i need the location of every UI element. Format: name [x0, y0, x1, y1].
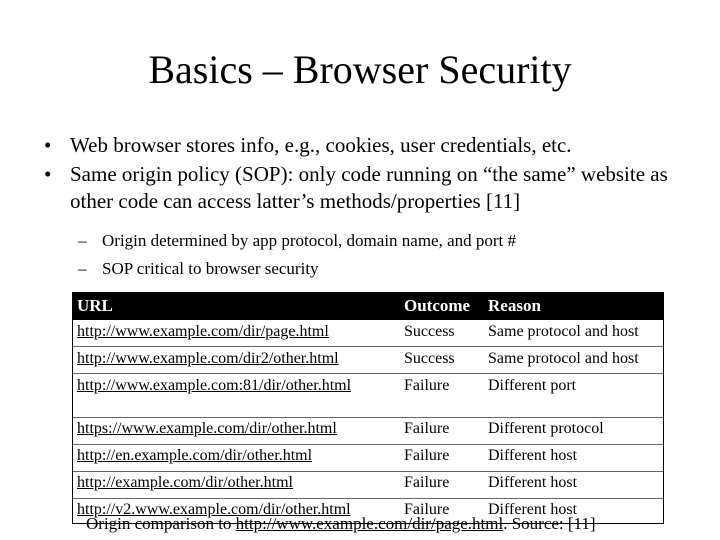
- bullet-text: Web browser stores info, e.g., cookies, user credentials, etc.: [70, 133, 572, 157]
- table-header: [73, 293, 663, 320]
- reason-cell: Same protocol and host: [488, 350, 639, 367]
- url-link[interactable]: https://www.example.com/dir/other.html: [77, 420, 337, 437]
- sub-bullet-item: [78, 230, 678, 252]
- bullet-text: Same origin policy (SOP): only code running on “the same” website as other code can access latter’s methods/properties [11]: [70, 162, 668, 213]
- reason-cell: Different host: [488, 501, 578, 518]
- table-row: [73, 445, 663, 472]
- reason-cell: Different host: [488, 474, 578, 491]
- table-row: [73, 347, 663, 374]
- reason-cell: Different protocol: [488, 420, 604, 437]
- table-row: [73, 472, 663, 499]
- bullet-dot: •: [44, 162, 52, 186]
- bullet-dot: •: [44, 133, 52, 157]
- header-reason: Reason: [488, 296, 541, 315]
- sub-bullet-dash: –: [78, 231, 87, 250]
- sub-bullet-dash: –: [78, 259, 87, 278]
- url-link[interactable]: http://example.com/dir/other.html: [77, 474, 293, 491]
- bullet-item: [44, 132, 704, 159]
- reason-cell: Same protocol and host: [488, 323, 639, 340]
- caption-link[interactable]: http://www.example.com/dir/page.html: [235, 514, 504, 533]
- sub-bullet-text: Origin determined by app protocol, domain name, and port #: [102, 231, 517, 250]
- table-caption: [86, 514, 596, 534]
- bullet-list: [44, 132, 704, 217]
- origin-comparison-table: [72, 292, 664, 524]
- slide-title: Basics – Browser Security: [148, 47, 572, 92]
- url-link[interactable]: http://www.example.com/dir/page.html: [77, 323, 329, 340]
- url-link[interactable]: http://en.example.com/dir/other.html: [77, 447, 313, 464]
- url-link[interactable]: http://www.example.com/dir2/other.html: [77, 350, 339, 367]
- caption-prefix: Origin comparison to: [86, 514, 236, 533]
- caption-suffix: . Source: [11]: [503, 514, 596, 533]
- sub-bullet-item: [78, 258, 678, 280]
- table-row: [73, 374, 663, 418]
- outcome-cell: Failure: [404, 501, 450, 518]
- outcome-cell: Failure: [404, 420, 450, 437]
- table-row: [73, 320, 663, 347]
- outcome-cell: Success: [404, 350, 455, 367]
- table-row: [73, 418, 663, 445]
- outcome-cell: Failure: [404, 377, 450, 394]
- header-outcome: Outcome: [404, 296, 471, 315]
- reason-cell: Different port: [488, 377, 577, 394]
- sub-bullet-text: SOP critical to browser security: [102, 259, 319, 278]
- outcome-cell: Success: [404, 323, 455, 340]
- reason-cell: Different host: [488, 447, 578, 464]
- sub-bullet-list: [78, 230, 678, 286]
- url-link[interactable]: http://v2.www.example.com/dir/other.html: [77, 501, 351, 518]
- outcome-cell: Failure: [404, 447, 450, 464]
- bullet-item: [44, 161, 704, 215]
- outcome-cell: Failure: [404, 474, 450, 491]
- url-link[interactable]: http://www.example.com:81/dir/other.html: [77, 377, 352, 394]
- header-url: URL: [77, 296, 113, 315]
